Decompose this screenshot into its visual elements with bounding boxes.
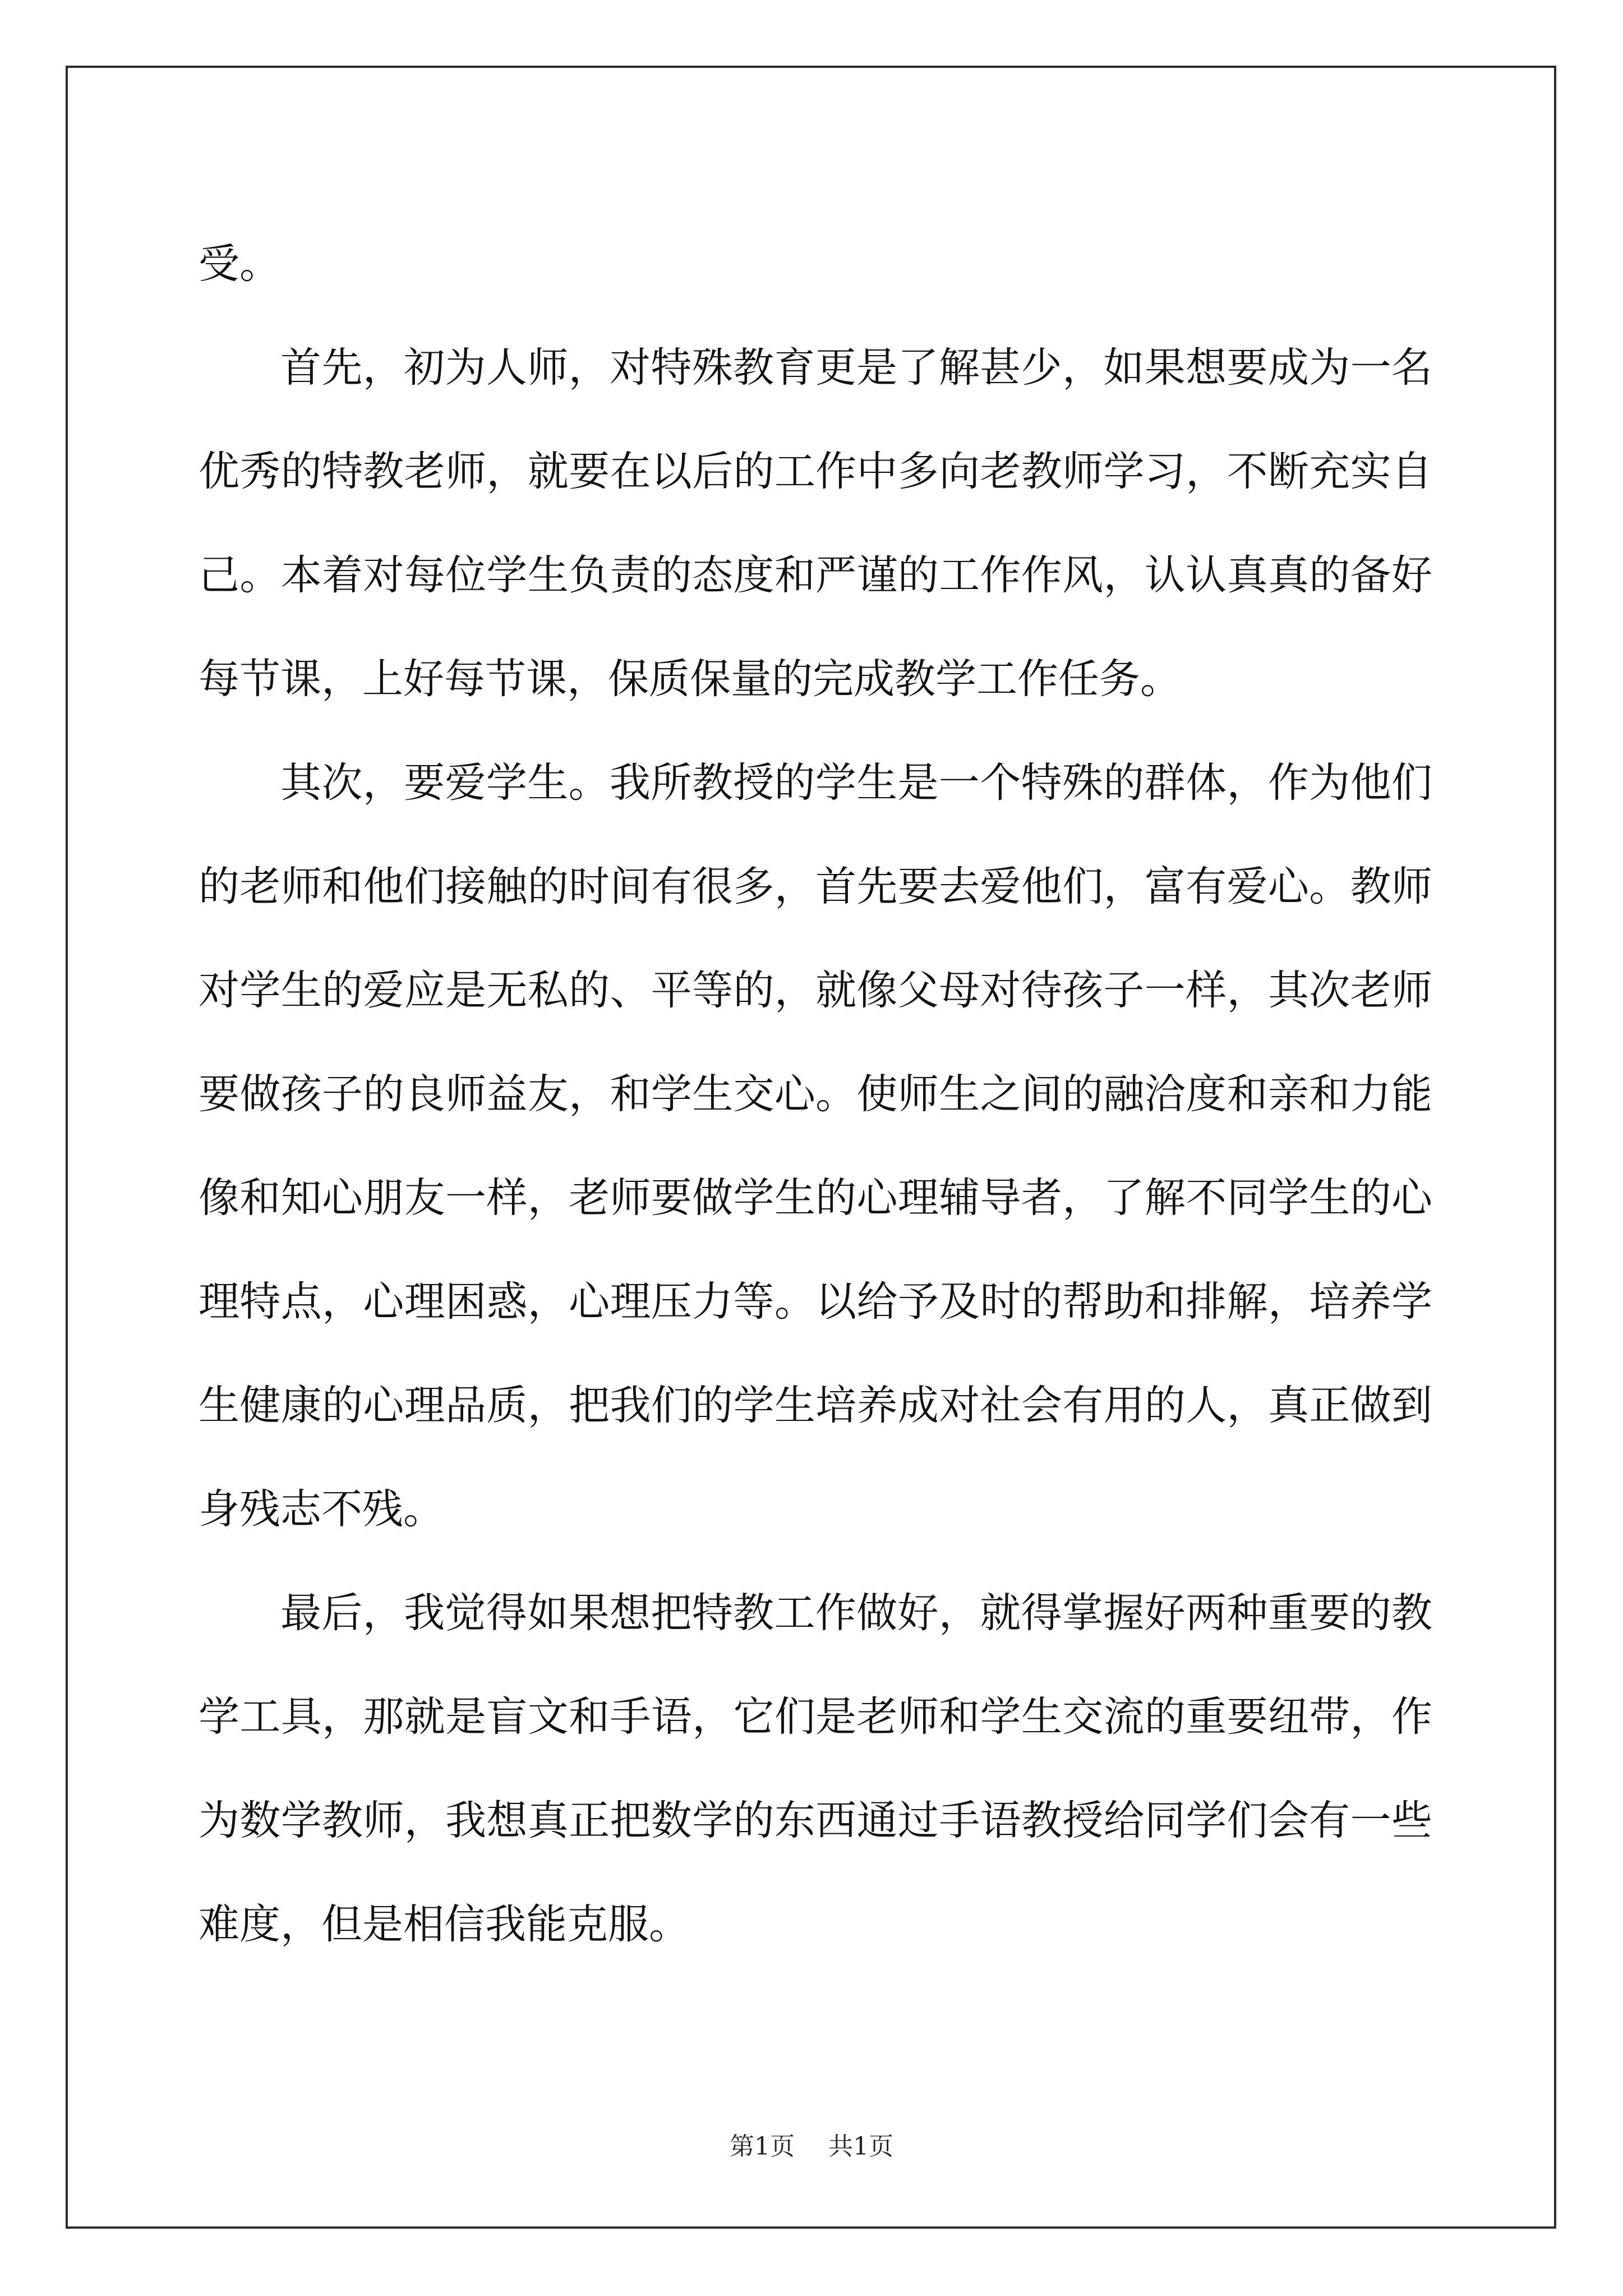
paragraph-continuation: 受。 <box>199 240 280 288</box>
paragraph-second-point: 其次，要爱学生。我所教授的学生是一个特殊的群体，作为他们的老师和他们接触的时间有很多，首先要去爱他们，富有爱心。教师对学生的爱应是无私的、平等的，就像父母对待孩子一样，其次老师要做孩子的良师益友，和学生交心。使师生之间的融洽度和亲和力能像和知心朋友一样，老师要做学生的心理辅导者，了解不同学生的心理特点，心理困惑，心理压力等。以给予及时的帮助和排解，培养学生健康的心理品质，把我们的学生培养成对社会有用的人，真正做到身残志不残。 <box>199 759 1432 1533</box>
paragraph-first-point: 首先，初为人师，对特殊教育更是了解甚少，如果想要成为一名优秀的特教老师，就要在以后的工作中多向老教师学习，不断充实自己。本着对每位学生负责的态度和严谨的工作作风，认认真真的备好每节课，上好每节课，保质保量的完成教学工作任务。 <box>199 344 1432 703</box>
page-total: 共1页 <box>828 2132 893 2161</box>
page-footer <box>0 2126 1623 2162</box>
page-number: 第1页 <box>730 2132 795 2161</box>
document-body <box>199 212 1432 1976</box>
paragraph-final-point: 最后，我觉得如果想把特教工作做好，就得掌握好两种重要的教学工具，那就是盲文和手语，它们是老师和学生交流的重要纽带，作为数学教师，我想真正把数学的东西通过手语教授给同学们会有一些难度，但是相信我能克服。 <box>199 1589 1432 1948</box>
